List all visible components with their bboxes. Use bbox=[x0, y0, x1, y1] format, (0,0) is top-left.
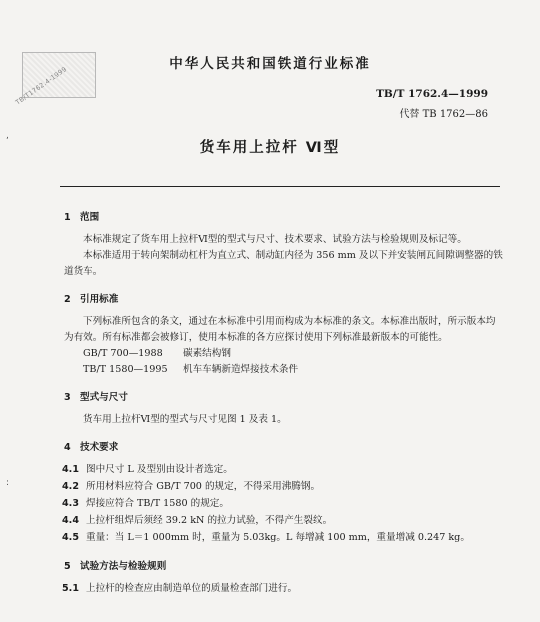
clause-text: 焊接应符合 TB/T 1580 的规定。 bbox=[86, 498, 229, 509]
clause-text: 所用材料应符合 GB/T 700 的规定，不得采用沸腾钢。 bbox=[86, 481, 321, 492]
stamp-code: TB/T1762.4-1999 bbox=[14, 65, 69, 107]
clause-text: 重量：当 L＝1 000mm 时，重量为 5.03kg。L 每增减 100 mm，重量增减 0.247 kg。 bbox=[86, 532, 470, 543]
clause bbox=[64, 513, 504, 529]
clause bbox=[64, 496, 504, 512]
paragraph: 本标准适用于转向架制动杠杆为直立式、制动缸内径为 356 mm 及以下并安装闸瓦间隙调整器的铁道货车。 bbox=[64, 250, 503, 277]
section-number: 2 bbox=[64, 294, 71, 305]
reference-code: GB/T 700—1988 bbox=[83, 348, 163, 359]
clause-number: 4.1 bbox=[62, 464, 79, 475]
paragraph: 本标准规定了货车用上拉杆Ⅵ型的型式与尺寸、技术要求、试验方法与检验规则及标记等。 bbox=[83, 234, 467, 245]
clause-number: 4.2 bbox=[62, 481, 79, 492]
section-title: 型式与尺寸 bbox=[80, 392, 128, 403]
margin-mark: , bbox=[6, 131, 9, 141]
margin-mark: : bbox=[6, 478, 10, 488]
section-title: 试验方法与检验规则 bbox=[80, 561, 167, 572]
document-body bbox=[64, 206, 504, 598]
clause-number: 4.4 bbox=[62, 515, 79, 526]
org-title: 中华人民共和国铁道行业标准 bbox=[169, 56, 371, 72]
clause-number: 4.3 bbox=[62, 498, 79, 509]
clause bbox=[64, 581, 504, 597]
paragraph: 下列标准所包含的条文，通过在本标准中引用而构成为本标准的条文。本标准出版时，所示版本均为有效。所有标准都会被修订，使用本标准的各方应探讨使用下列标准最新版本的可能性。 bbox=[64, 316, 496, 343]
clause-text: 上拉杆组焊后须经 39.2 kN 的拉力试验，不得产生裂纹。 bbox=[86, 515, 333, 526]
section-number: 3 bbox=[64, 392, 71, 403]
section-heading bbox=[64, 390, 504, 406]
reference-code: TB/T 1580—1995 bbox=[83, 364, 168, 375]
document-title: 货车用上拉杆 Ⅵ型 bbox=[199, 140, 341, 156]
section-heading bbox=[64, 210, 504, 226]
section-number: 1 bbox=[64, 212, 71, 223]
section-title: 范围 bbox=[80, 212, 100, 223]
section-number: 4 bbox=[64, 442, 71, 453]
section-heading bbox=[64, 292, 504, 308]
clause bbox=[64, 530, 504, 546]
reference-item bbox=[83, 362, 504, 378]
reference-title: 机车车辆新造焊接技术条件 bbox=[183, 364, 299, 375]
section-title: 技术要求 bbox=[80, 442, 119, 453]
clause bbox=[64, 462, 504, 478]
section-heading bbox=[64, 440, 504, 456]
clause-text: 上拉杆的检查应由制造单位的质量检查部门进行。 bbox=[86, 583, 298, 594]
reference-title: 碳素结构钢 bbox=[183, 348, 231, 359]
title-divider bbox=[60, 186, 500, 187]
paragraph: 货车用上拉杆Ⅵ型的型式与尺寸见图 1 及表 1。 bbox=[83, 414, 287, 425]
section-heading bbox=[64, 559, 504, 575]
clause-number: 4.5 bbox=[62, 532, 79, 543]
replaces-standard: 代替 TB 1762—86 bbox=[399, 109, 488, 120]
standard-code: TB/T 1762.4—1999 bbox=[376, 88, 488, 100]
reference-item bbox=[83, 346, 504, 362]
clause bbox=[64, 479, 504, 495]
section-title: 引用标准 bbox=[80, 294, 119, 305]
section-number: 5 bbox=[64, 561, 71, 572]
clause-text: 图中尺寸 L 及型别由设计者选定。 bbox=[86, 464, 233, 475]
clause-number: 5.1 bbox=[62, 583, 79, 594]
